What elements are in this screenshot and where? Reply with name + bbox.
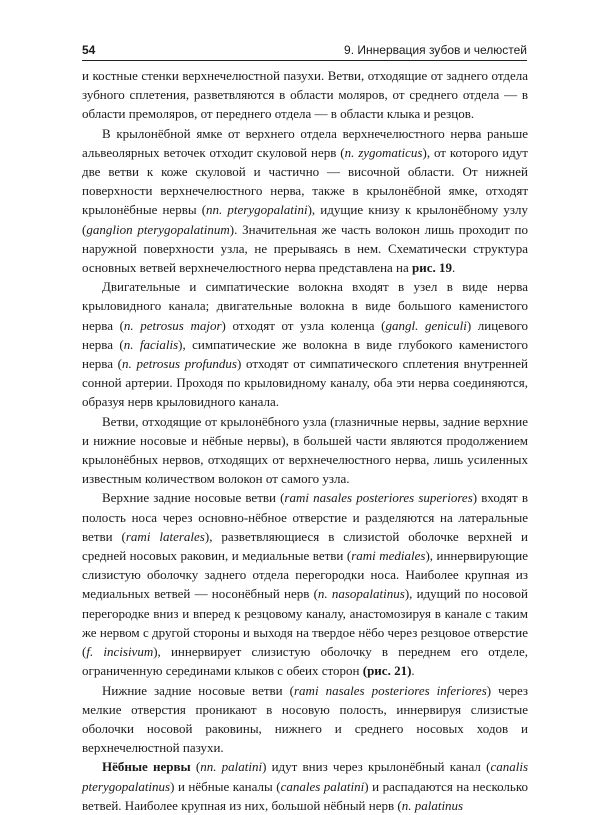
paragraph: В крылонёбной ямке от верхнего отдела верхнечелюстного нерва раньше альвеолярных веточек отходит скуловой нерв (n. zygomaticus), от которого идут две ветви к коже скуловой и частично — височной области. От нижней поверхности верхнечелюстного нерва, также в крылонёбной ямке, отходят крылонёбные нервы (nn. pterygopalatini), идущие книзу к крылонёбному узлу (ganglion pterygopalatinum). Значительная же часть волокон лишь проходит по наружной поверхности узла, не прерываясь в нем. Схематически структура основных ветвей верхнечелюстного нерва представлена на рис. 19. — [82, 125, 528, 276]
page-header — [82, 40, 527, 61]
paragraph: Двигательные и симпатические волокна входят в узел в виде нерва крыловидного канала; двигательные волокна в виде большого каменистого нерва (n. petrosus major) отходят от узла коленца (gangl. geniculi) лицевого нерва (n. facialis), симпатические же волокна в виде глубокого каменистого нерва (n. petrosus profundus) отходят от симпатического сплетения внутренней сонной артерии. Проходя по крыловидному каналу, оба эти нерва соединяются, образуя нерв крыловидного канала. — [82, 279, 529, 410]
paragraph: Нёбные нервы (nn. palatini) идут вниз через крылонёбный канал (canalis pterygopalatinus) и нёбные каналы (canales palatini) и распадаются на несколько ветвей. Наиболее крупная из них, большой нёбный нерв (n. palatinus — [82, 759, 529, 813]
chapter-title: 9. Иннервация зубов и челюстей — [344, 43, 527, 57]
paragraph: Ветви, отходящие от крылонёбного узла (глазничные нервы, задние верхние и нижние носовые и нёбные нервы), в большей части являются продолжением крылонёбных нервов, отходящих от верхнечелюстного нерва, лишь усиленных известным количеством волокон от самого узла. — [82, 413, 528, 487]
paragraph: и костные стенки верхнечелюстной пазухи. Ветви, отходящие от заднего отдела зубного сплетения, разветвляются в области моляров, от среднего отдела — в области премоляров, от переднего отдела — в области клыка и резцов. — [82, 68, 528, 122]
paragraph: Верхние задние носовые ветви (rami nasales posteriores superiores) входят в полость носа через основно-нёбное отверстие и разделяются на латеральные ветви (rami laterales), разветвляющиеся в слизистой оболочке верхней и средней носовых раковин, и медиальные ветви (rami mediales), иннервирующие слизистую оболочку заднего отдела перегородки носа. Наиболее крупная из медиальных ветвей — носонёбный нерв (n. nasopalatinus), идущий по носовой перегородке вниз и вперед к резцовому каналу, анастомозируя в канале с таким же нервом с другой стороны и выходя на твердое нёбо через резцовое отверстие (f. incisivum), иннервирует слизистую оболочку в переднем его отделе, ограниченную серединами клыков с обеих сторон (рис. 21). — [82, 490, 529, 679]
paragraph: Нижние задние носовые ветви (rami nasales posteriores inferiores) через мелкие отверстия проникают в носовую полость, иннервируя слизистые оболочки носовой раковины, нижнего и среднего носовых ходов и верхнечелюстной пазухи. — [82, 682, 529, 756]
page-number: 54 — [82, 43, 96, 57]
body-text — [82, 66, 528, 815]
